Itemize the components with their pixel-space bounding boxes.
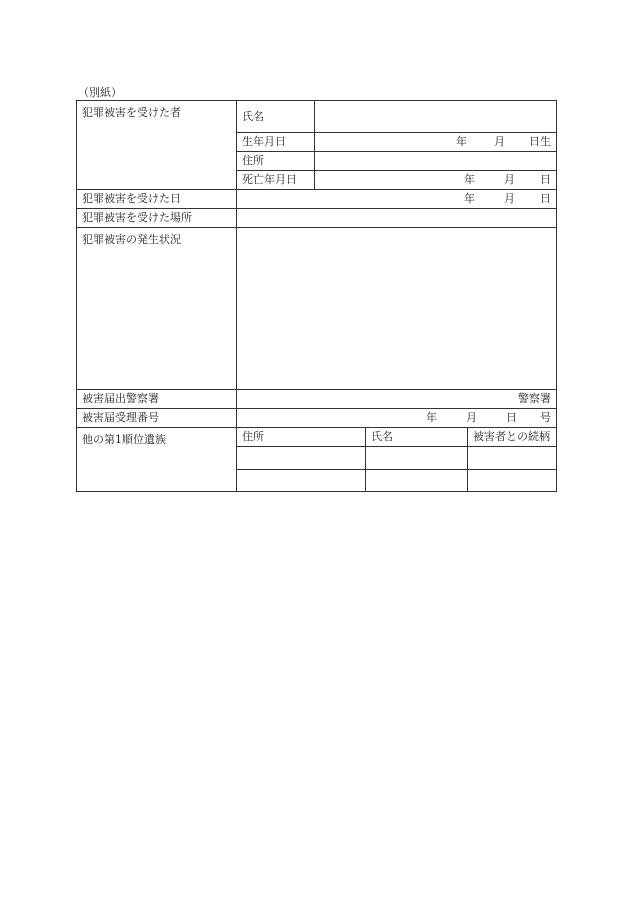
report-number-field[interactable] xyxy=(237,409,557,428)
family-section-label: 他の第1順位遺族 xyxy=(77,428,237,492)
victim-death-field[interactable] xyxy=(315,171,557,190)
birth-year-unit: 年 xyxy=(456,135,468,149)
victim-name-label: 氏名 xyxy=(237,101,315,133)
family-col-address: 住所 xyxy=(237,428,366,447)
death-year-unit: 年 xyxy=(464,173,476,187)
victim-section-label: 犯罪被害を受けた者 xyxy=(77,101,237,190)
victim-death-label: 死亡年月日 xyxy=(237,171,315,190)
crime-place-label: 犯罪被害を受けた場所 xyxy=(77,209,237,228)
victim-name-field[interactable] xyxy=(315,101,557,133)
family-relation-field[interactable] xyxy=(468,447,557,470)
crime-situation-field[interactable] xyxy=(237,228,557,390)
crime-date-field[interactable] xyxy=(237,190,557,209)
family-address-field[interactable] xyxy=(237,447,366,470)
crime-place-field[interactable] xyxy=(237,209,557,228)
family-name-field[interactable] xyxy=(366,470,468,492)
report-month-unit: 月 xyxy=(466,411,478,425)
victim-birth-field[interactable] xyxy=(315,133,557,152)
report-year-unit: 年 xyxy=(426,411,438,425)
crime-situation-label: 犯罪被害の発生状況 xyxy=(77,228,237,390)
police-station-suffix: 警察署 xyxy=(518,392,552,406)
crime-year-unit: 年 xyxy=(464,192,476,206)
victim-address-field[interactable] xyxy=(315,152,557,171)
birth-day-unit: 日生 xyxy=(529,135,552,149)
victim-form-table xyxy=(76,100,557,492)
page-title: （別紙） xyxy=(78,86,122,99)
family-relation-field[interactable] xyxy=(468,470,557,492)
report-day-unit: 日 xyxy=(506,411,518,425)
police-station-label: 被害届出警察署 xyxy=(77,390,237,409)
family-address-field[interactable] xyxy=(237,470,366,492)
victim-birth-label: 生年月日 xyxy=(237,133,315,152)
death-month-unit: 月 xyxy=(504,173,516,187)
family-name-field[interactable] xyxy=(366,447,468,470)
family-col-relation: 被害者との続柄 xyxy=(468,428,557,447)
crime-month-unit: 月 xyxy=(504,192,516,206)
crime-day-unit: 日 xyxy=(540,192,552,206)
crime-date-label: 犯罪被害を受けた日 xyxy=(77,190,237,209)
family-col-name: 氏名 xyxy=(366,428,468,447)
death-day-unit: 日 xyxy=(540,173,552,187)
report-number-label: 被害届受理番号 xyxy=(77,409,237,428)
victim-address-label: 住所 xyxy=(237,152,315,171)
birth-month-unit: 月 xyxy=(494,135,506,149)
police-station-field[interactable] xyxy=(237,390,557,409)
report-number-unit: 号 xyxy=(540,411,552,425)
